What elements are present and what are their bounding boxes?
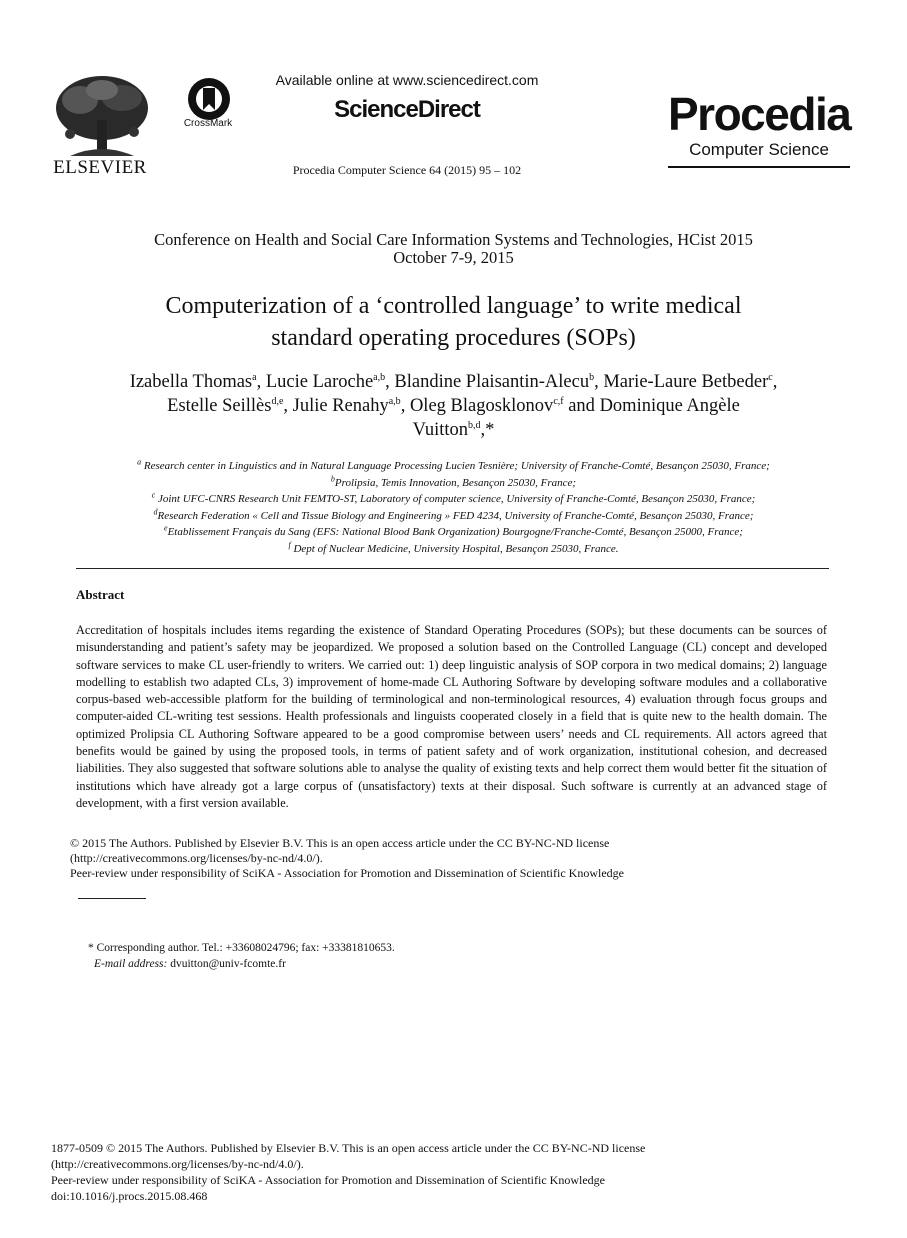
affil-sup: b [330,473,335,483]
author-name: Izabella Thomas [129,372,253,392]
license-text: © 2015 The Authors. Published by Elsevier B.V. This is an open access article under the CC BY-NC-ND license [70,836,610,850]
affil-text: Dept of Nuclear Medicine, University Hospital, Besançon 25030, France. [290,542,619,555]
author-sep: , [256,372,266,392]
affiliation-item [60,541,847,558]
author-sep: , [400,396,410,416]
procedia-logo: Procedia [668,88,851,140]
abstract-heading: Abstract [76,587,125,602]
affil-sup: e [164,523,168,533]
author-sep: , [594,372,604,392]
author-affil-sup: b [589,371,595,383]
affiliation-item [60,491,847,508]
affiliation-item [60,475,847,492]
affil-text: Etablissement Français du Sang (EFS: National Blood Bank Organization) Bourgogne/Franche-Comté, Besançon 25000, France; [167,526,743,538]
footer-license-link[interactable]: (http://creativecommons.org/licenses/by-nc-nd/4.0/). [51,1157,304,1171]
author-affil-sup: c [768,371,773,383]
author-list [60,370,847,442]
sciencedirect-brand[interactable]: ScienceDirect [334,96,480,123]
affil-text: Research center in Linguistics and in Natural Language Processing Lucien Tesnière; University of Franche-Comté, Besançon 25030, France; [141,460,770,472]
author-sep: and [563,396,600,416]
procedia-subtitle: Computer Science [689,140,829,159]
author-sep: ,* [480,420,495,440]
corresponding-author [88,940,688,972]
crossmark-label: CrossMark [183,118,233,129]
procedia-underline [668,166,850,168]
authors-line-3 [60,418,847,442]
affiliation-item [60,524,847,541]
abstract-body: Accreditation of hospitals includes items regarding the existence of Standard Operating Procedures (SOPs); but these documents can be sources of misunderstanding and patient’s safety may be jeopardized. We proposed a solution based on the Controlled Language (CL) concept and developed software services to make CL user-friendly to writers. We carried out: 1) deep linguistic analysis of SOP corpora in two medical domains; 2) language modelling to establish two adapted CLs, 3) improvement of home-made CL Authoring Software by developing software modules and a collaborative corpus-based web-accessible platform for the building of terminological and non-terminological resources, 4) evaluation through focus groups and computer-aided CL-writing test sessions. Health professionals and linguists cooperated closely in a field that is quite new to the health domain. The optimized Prolipsia CL Authoring Software appeared to be a good compromise between users’ needs and CL requirements. All actors agreed that benefits would be gained by using the proposed tools, in terms of patient safety and of work organization, institutional cohesion, and decreased liabilities. They also suggested that software solutions able to analyse the quality of existing texts and help correct them would better fit the situation of institutions which have already got a large corpus of (unsatisfactory) texts at their disposal. Such software is currently at an advanced stage of development, with a first version available. [76,623,827,810]
conference-name: Conference on Health and Social Care Information Systems and Technologies, HCist 2015 [154,230,753,249]
author-name: Estelle Seillès [167,396,272,416]
author-sep: , [283,396,293,416]
corresponding-contact: * Corresponding author. Tel.: +33608024796; fax: +33381810653. [88,942,395,954]
email-link[interactable]: dvuitton@univ-fcomte.fr [167,958,286,970]
authors-line-1 [60,370,847,394]
affiliation-item [60,458,847,475]
footer-doi[interactable]: doi:10.1016/j.procs.2015.08.468 [51,1189,208,1203]
affil-text: Joint UFC-CNRS Research Unit FEMTO-ST, Laboratory of computer science, University of Franche-Comté, Besançon 25030, France; [155,493,756,505]
conference-info [60,231,847,267]
author-name: Vuitton [412,420,469,440]
affiliation-item [60,508,847,525]
authors-line-2 [60,394,847,418]
affiliation-list [60,458,847,557]
author-affil-sup: d,e [271,395,284,407]
author-name: Julie Renahy [292,396,389,416]
author-affil-sup: a,b [373,371,386,383]
license-block [70,836,830,881]
footer-issn-license: 1877-0509 © 2015 The Authors. Published by Elsevier B.V. This is an open access article under the CC BY-NC-ND license [51,1141,646,1155]
author-sep: , [772,372,778,392]
conference-date: October 7-9, 2015 [393,248,514,267]
author-sep: , [385,372,395,392]
author-affil-sup: b,d [468,419,481,431]
title-line-2: standard operating procedures (SOPs) [271,325,636,351]
elsevier-wordmark: ELSEVIER [53,157,147,178]
page-footer [51,1140,871,1204]
license-link[interactable]: (http://creativecommons.org/licenses/by-nc-nd/4.0/). [70,851,323,865]
author-name: Dominique Angèle [599,396,740,416]
elsevier-tree-logo [50,72,154,160]
affil-sup: a [137,457,142,467]
paper-title [60,290,847,354]
affil-sup: d [153,506,158,516]
author-name: Marie-Laure Betbeder [603,372,769,392]
email-label: E-mail address: [94,958,168,970]
journal-reference: Procedia Computer Science 64 (2015) 95 – 102 [292,163,522,177]
author-affil-sup: c,f [553,395,564,407]
author-affil-sup: a [252,371,257,383]
affil-text: Research Federation « Cell and Tissue Biology and Engineering » FED 4234, University of Franche-Comté, Besançon 25030, France; [157,509,754,522]
corresponding-email-line [88,956,688,972]
available-online-text[interactable]: Available online at www.sciencedirect.com [275,72,539,88]
footnote-divider [78,898,146,899]
footer-peer-review: Peer-review under responsibility of SciKA - Association for Promotion and Dissemination of Scientific Knowledge [51,1173,605,1187]
affil-text: Prolipsia, Temis Innovation, Besançon 25030, France; [334,476,577,489]
author-name: Blandine Plaisantin-Alecu [394,372,590,392]
title-line-1: Computerization of a ‘controlled language’ to write medical [165,293,742,319]
author-name: Lucie Laroche [265,372,374,392]
author-affil-sup: a,b [388,395,401,407]
author-name: Oleg Blagosklonov [409,396,554,416]
peer-review-text: Peer-review under responsibility of SciKA - Association for Promotion and Dissemination of Scientific Knowledge [70,866,624,880]
affil-sup: f [288,539,291,549]
section-divider [76,568,829,569]
affil-sup: c [151,490,156,500]
